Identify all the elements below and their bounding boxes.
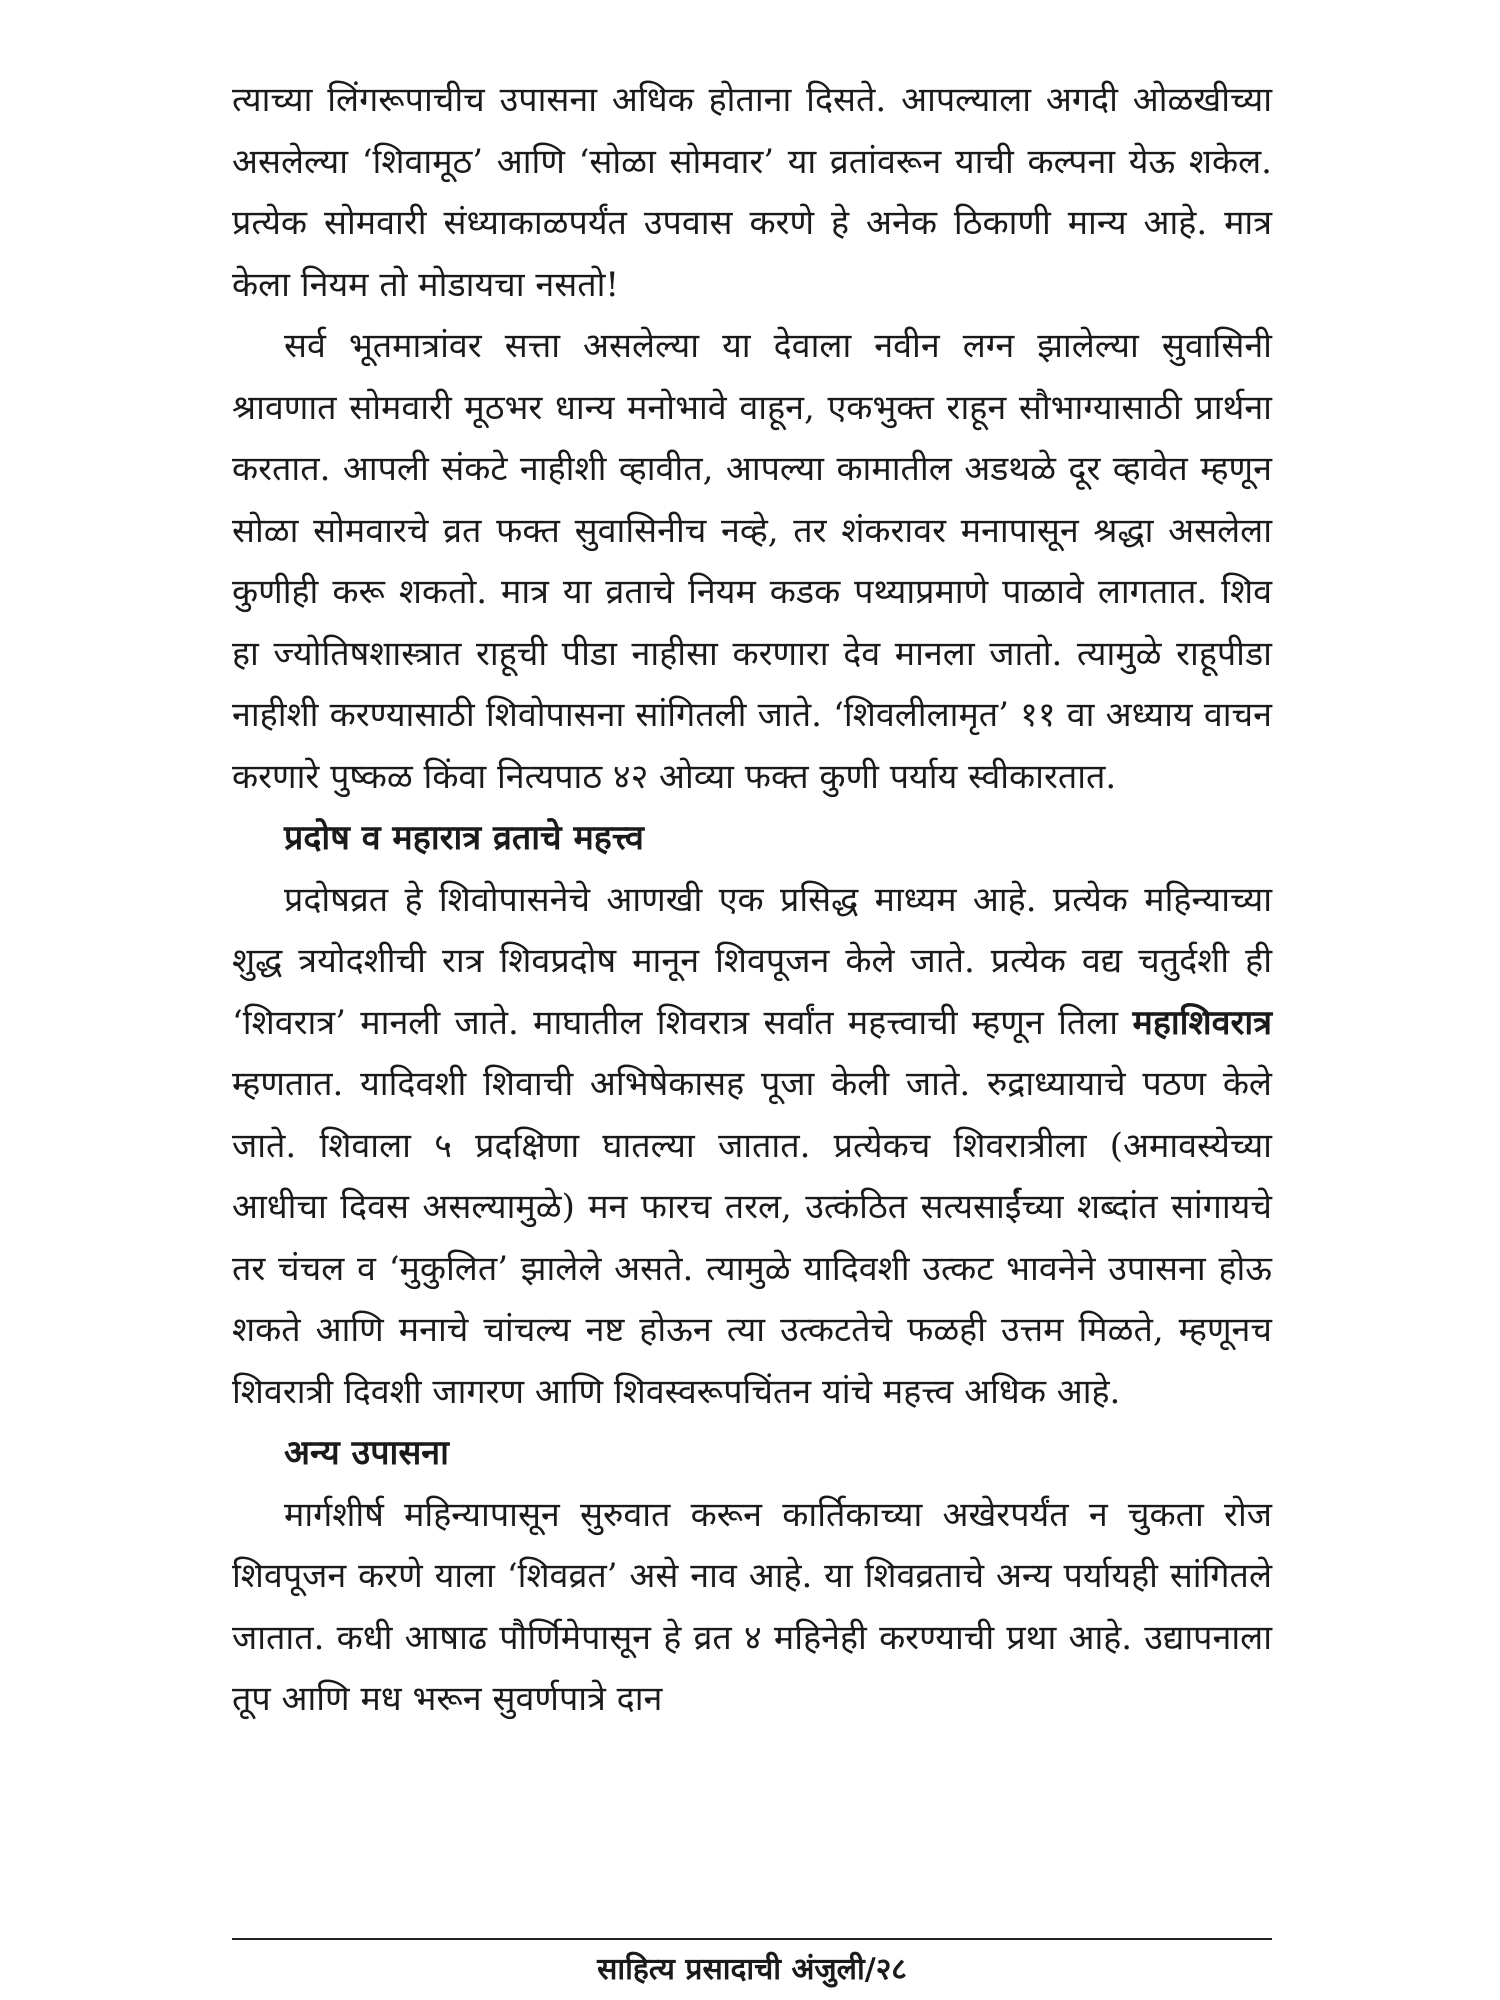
paragraph-linga-worship: त्याच्या लिंगरूपाचीच उपासना अधिक होताना दिसते. आपल्याला अगदी ओळखीच्या असलेल्या ‘शिवामूठ’ आणि ‘सोळा सोमवार’ या व्रतांवरून याची कल्पना येऊ शकेल. प्रत्येक सोमवारी संध्याकाळपर्यंत उपवास करणे हे अनेक ठिकाणी मान्य आहे. मात्र केला नियम तो मोडायचा नसतो!	[232, 80, 1272, 305]
page-body	[232, 70, 1272, 1731]
paragraph-shivvrat: मार्गशीर्ष महिन्यापासून सुरुवात करून कार्तिकाच्या अखेरपर्यंत न चुकता रोज शिवपूजन करणे याला ‘शिवव्रत’ असे नाव आहे. या शिवव्रताचे अन्य पर्यायही सांगितले जातात. कधी आषाढ पौर्णिमेपासून हे व्रत ४ महिनेही करण्याची प्रथा आहे. उद्यापनाला तूप आणि मध भरून सुवर्णपात्रे दान	[232, 1494, 1272, 1719]
page-footer: साहित्य प्रसादाची अंजुली/२८	[597, 1952, 907, 1987]
paragraph-pradosh-text-start: प्रदोषव्रत हे शिवोपासनेचे आणखी एक प्रसिद्ध माध्यम आहे. प्रत्येक महिन्याच्या शुद्ध त्रयोदशीची रात्र शिवप्रदोष मानून शिवपूजन केले जाते. प्रत्येक वद्य चतुर्दशी ही ‘शिवरात्र’ मानली जाते. माघातील शिवरात्र सर्वांत महत्त्वाची म्हणून तिला	[232, 879, 1272, 1043]
footer-divider	[232, 1938, 1272, 1940]
mahashivratri-bold-term: महाशिवरात्र	[1132, 1002, 1272, 1043]
section-heading-other-worship: अन्य उपासना	[284, 1433, 449, 1473]
paragraph-pradosh-text-end: म्हणतात. यादिवशी शिवाची अभिषेकासह पूजा केली जाते. रुद्राध्यायाचे पठण केले जाते. शिवाला ५ प्रदक्षिणा घातल्या जातात. प्रत्येकच शिवरात्रीला (अमावस्येच्या आधीचा दिवस असल्यामुळे) मन फारच तरल, उत्कंठित सत्यसाईंच्या शब्दांत सांगायचे तर चंचल व ‘मुकुलित’ झालेले असते. त्यामुळे यादिवशी उत्कट भावनेने उपासना होऊ शकते आणि मनाचे चांचल्य नष्ट होऊन त्या उत्कटतेचे फळही उत्तम मिळते, म्हणूनच शिवरात्री दिवशी जागरण आणि शिवस्वरूपचिंतन यांचे महत्त्व अधिक आहे.	[232, 1064, 1272, 1412]
paragraph-solah-somvar: सर्व भूतमात्रांवर सत्ता असलेल्या या देवाला नवीन लग्न झालेल्या सुवासिनी श्रावणात सोमवारी मूठभर धान्य मनोभावे वाहून, एकभुक्त राहून सौभाग्यासाठी प्रार्थना करतात. आपली संकटे नाहीशी व्हावीत, आपल्या कामातील अडथळे दूर व्हावेत म्हणून सोळा सोमवारचे व्रत फक्त सुवासिनीच नव्हे, तर शंकरावर मनापासून श्रद्धा असलेला कुणीही करू शकतो. मात्र या व्रताचे नियम कडक पथ्याप्रमाणे पाळावे लागतात. शिव हा ज्योतिषशास्त्रात राहूची पीडा नाहीसा करणारा देव मानला जातो. त्यामुळे राहूपीडा नाहीशी करण्यासाठी शिवोपासना सांगितली जाते. ‘शिवलीलामृत’ ११ वा अध्याय वाचन करणारे पुष्कळ किंवा नित्यपाठ ४२ ओव्या फक्त कुणी पर्याय स्वीकारतात.	[232, 326, 1272, 797]
section-heading-pradosh: प्रदोष व महारात्र व्रताचे महत्त्व	[284, 818, 644, 858]
paragraph-pradosh-vrat	[232, 870, 1272, 1424]
